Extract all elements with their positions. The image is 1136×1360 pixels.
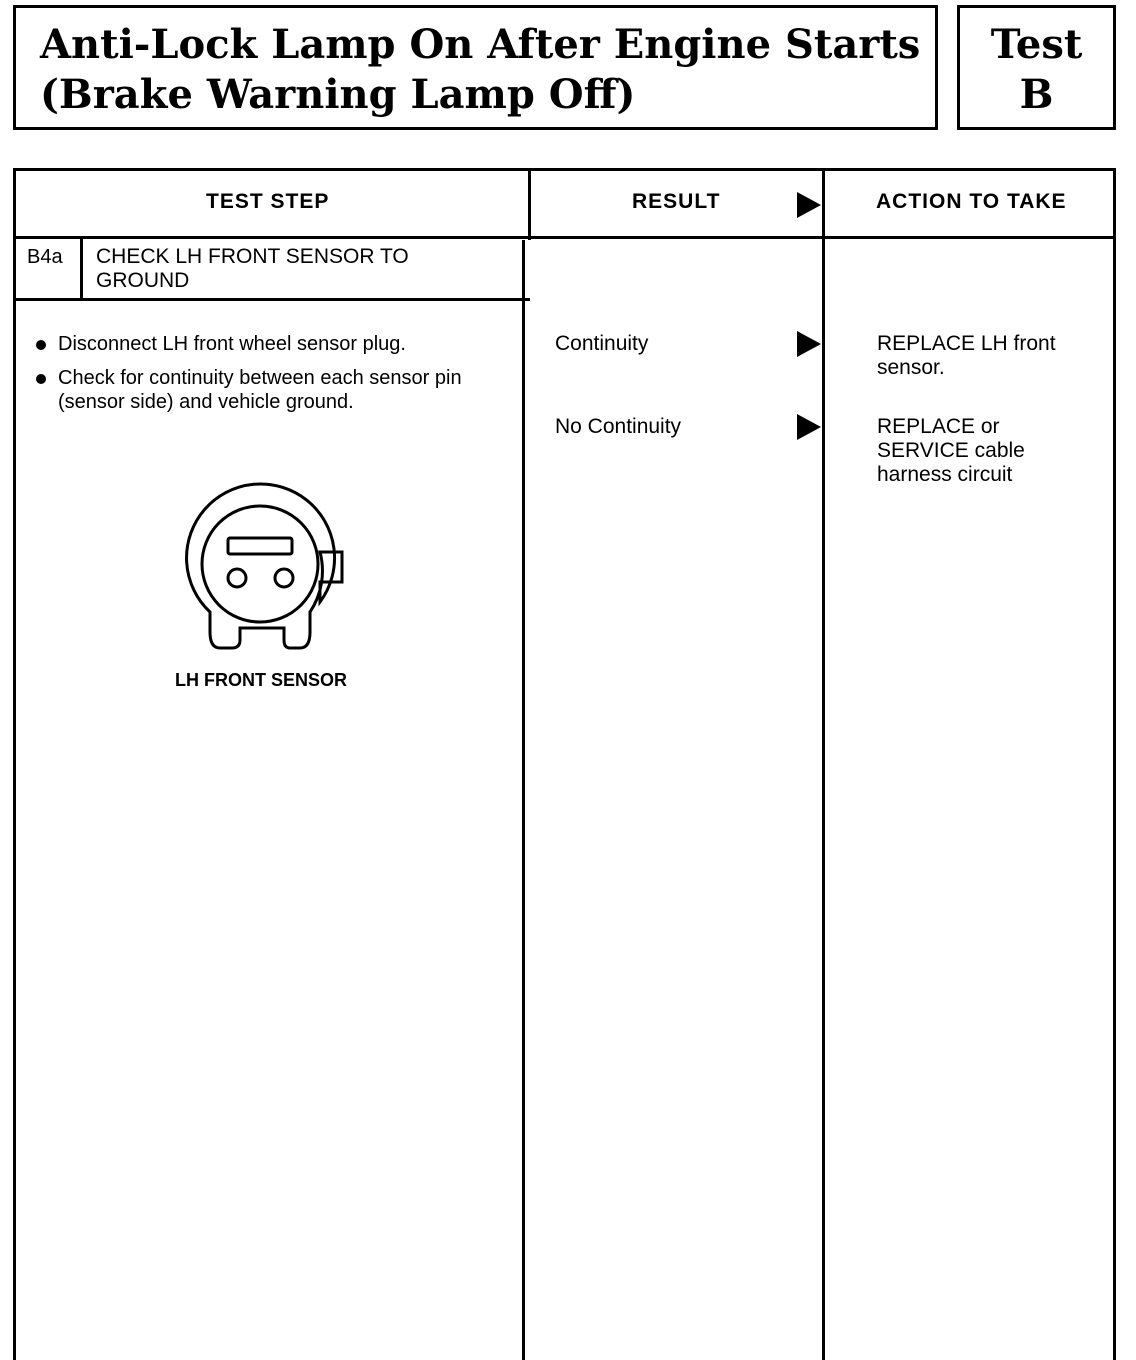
bullet-icon (36, 374, 46, 384)
step-id-divider (80, 238, 83, 301)
step-title (96, 245, 409, 293)
instruction-item: Disconnect LH front wheel sensor plug. (36, 332, 526, 356)
column-divider-1-header (528, 168, 531, 240)
result-continuity: Continuity (555, 332, 649, 355)
instruction-item: Check for continuity between each sensor pin (sensor side) and vehicle ground. (36, 366, 526, 414)
bullet-icon (36, 340, 46, 350)
header-action: ACTION TO TAKE (876, 190, 1067, 213)
test-letter: B (1019, 71, 1054, 118)
step-title-line-1: CHECK LH FRONT SENSOR TO (96, 245, 409, 268)
page-title (40, 20, 920, 120)
sensor-connector-icon (180, 482, 350, 654)
right-triangle-arrow-icon (797, 331, 821, 357)
title-box (13, 5, 938, 130)
test-label: Test (990, 21, 1083, 68)
right-triangle-arrow-icon (797, 414, 821, 440)
diagram-label: LH FRONT SENSOR (175, 670, 348, 690)
action-continuity: REPLACE LH front sensor. (877, 332, 1056, 379)
action-no-continuity: REPLACE or SERVICE cable harness circuit (877, 415, 1025, 486)
title-line-2: (Brake Warning Lamp Off) (40, 71, 636, 118)
right-triangle-arrow-icon (797, 192, 821, 218)
test-badge (957, 5, 1116, 130)
step-id: B4a (27, 246, 63, 268)
step-title-line-2: GROUND (96, 269, 190, 292)
header-test-step: TEST STEP (206, 190, 330, 213)
result-no-continuity: No Continuity (555, 415, 682, 438)
step-instructions (36, 332, 526, 424)
header-result: RESULT (632, 190, 721, 213)
title-line-1: Anti-Lock Lamp On After Engine Starts (40, 21, 921, 68)
column-divider-2 (822, 168, 825, 1360)
